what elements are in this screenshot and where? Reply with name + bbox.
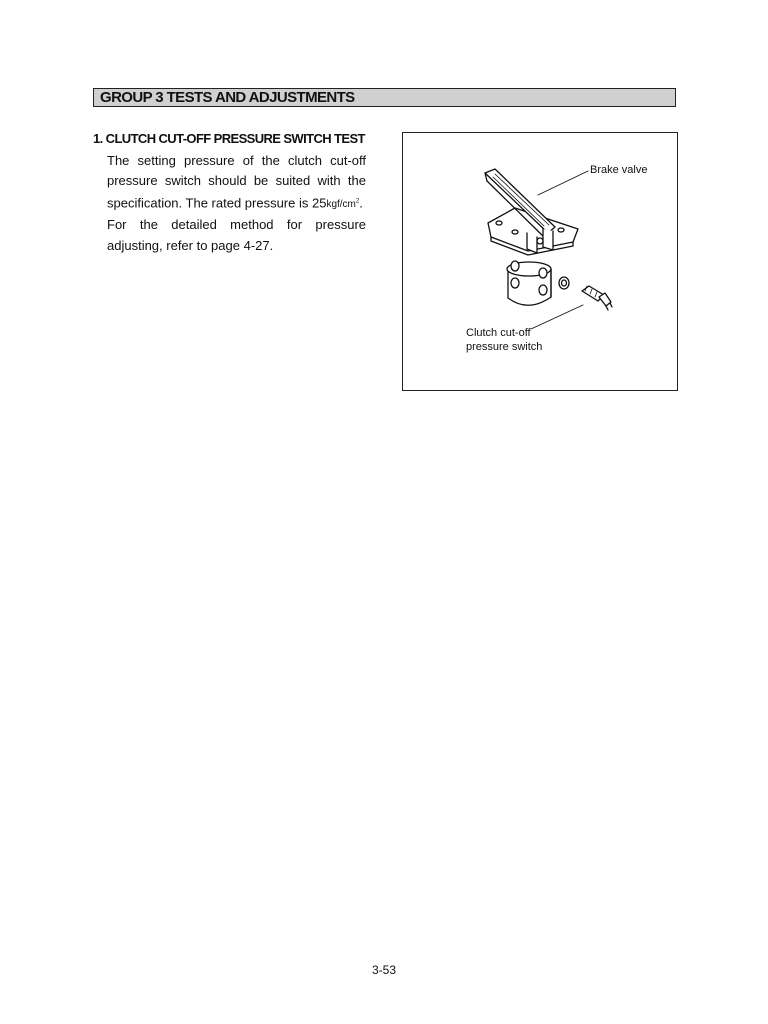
section-body [107, 151, 366, 256]
body-line: specification. The rated pressure is $25kgf/cm^2$. [107, 194, 363, 210]
page-number: 3-53 [371, 963, 397, 977]
group-header: GROUP 3 TESTS AND ADJUSTMENTS [93, 88, 676, 107]
pressure-switch-label: Clutch cut-off pressure switch [466, 327, 543, 353]
brake-valve-label: Brake valve [590, 164, 648, 176]
pressure-unit: kgf/$cm^2$ [326, 198, 360, 210]
body-line: adjusting, refer to page 4-27. [107, 237, 274, 253]
body-line: The setting pressure of the clutch cut-off [107, 153, 366, 168]
section-title: 1. CLUTCH CUT-OFF PRESSURE SWITCH TEST [93, 131, 365, 146]
figure-box [402, 132, 678, 391]
body-line-text: specification. The rated pressure is 25 [107, 194, 327, 210]
body-line: For the detailed method for pressure [107, 217, 366, 233]
body-line: pressure switch should be suited with the [107, 173, 366, 189]
